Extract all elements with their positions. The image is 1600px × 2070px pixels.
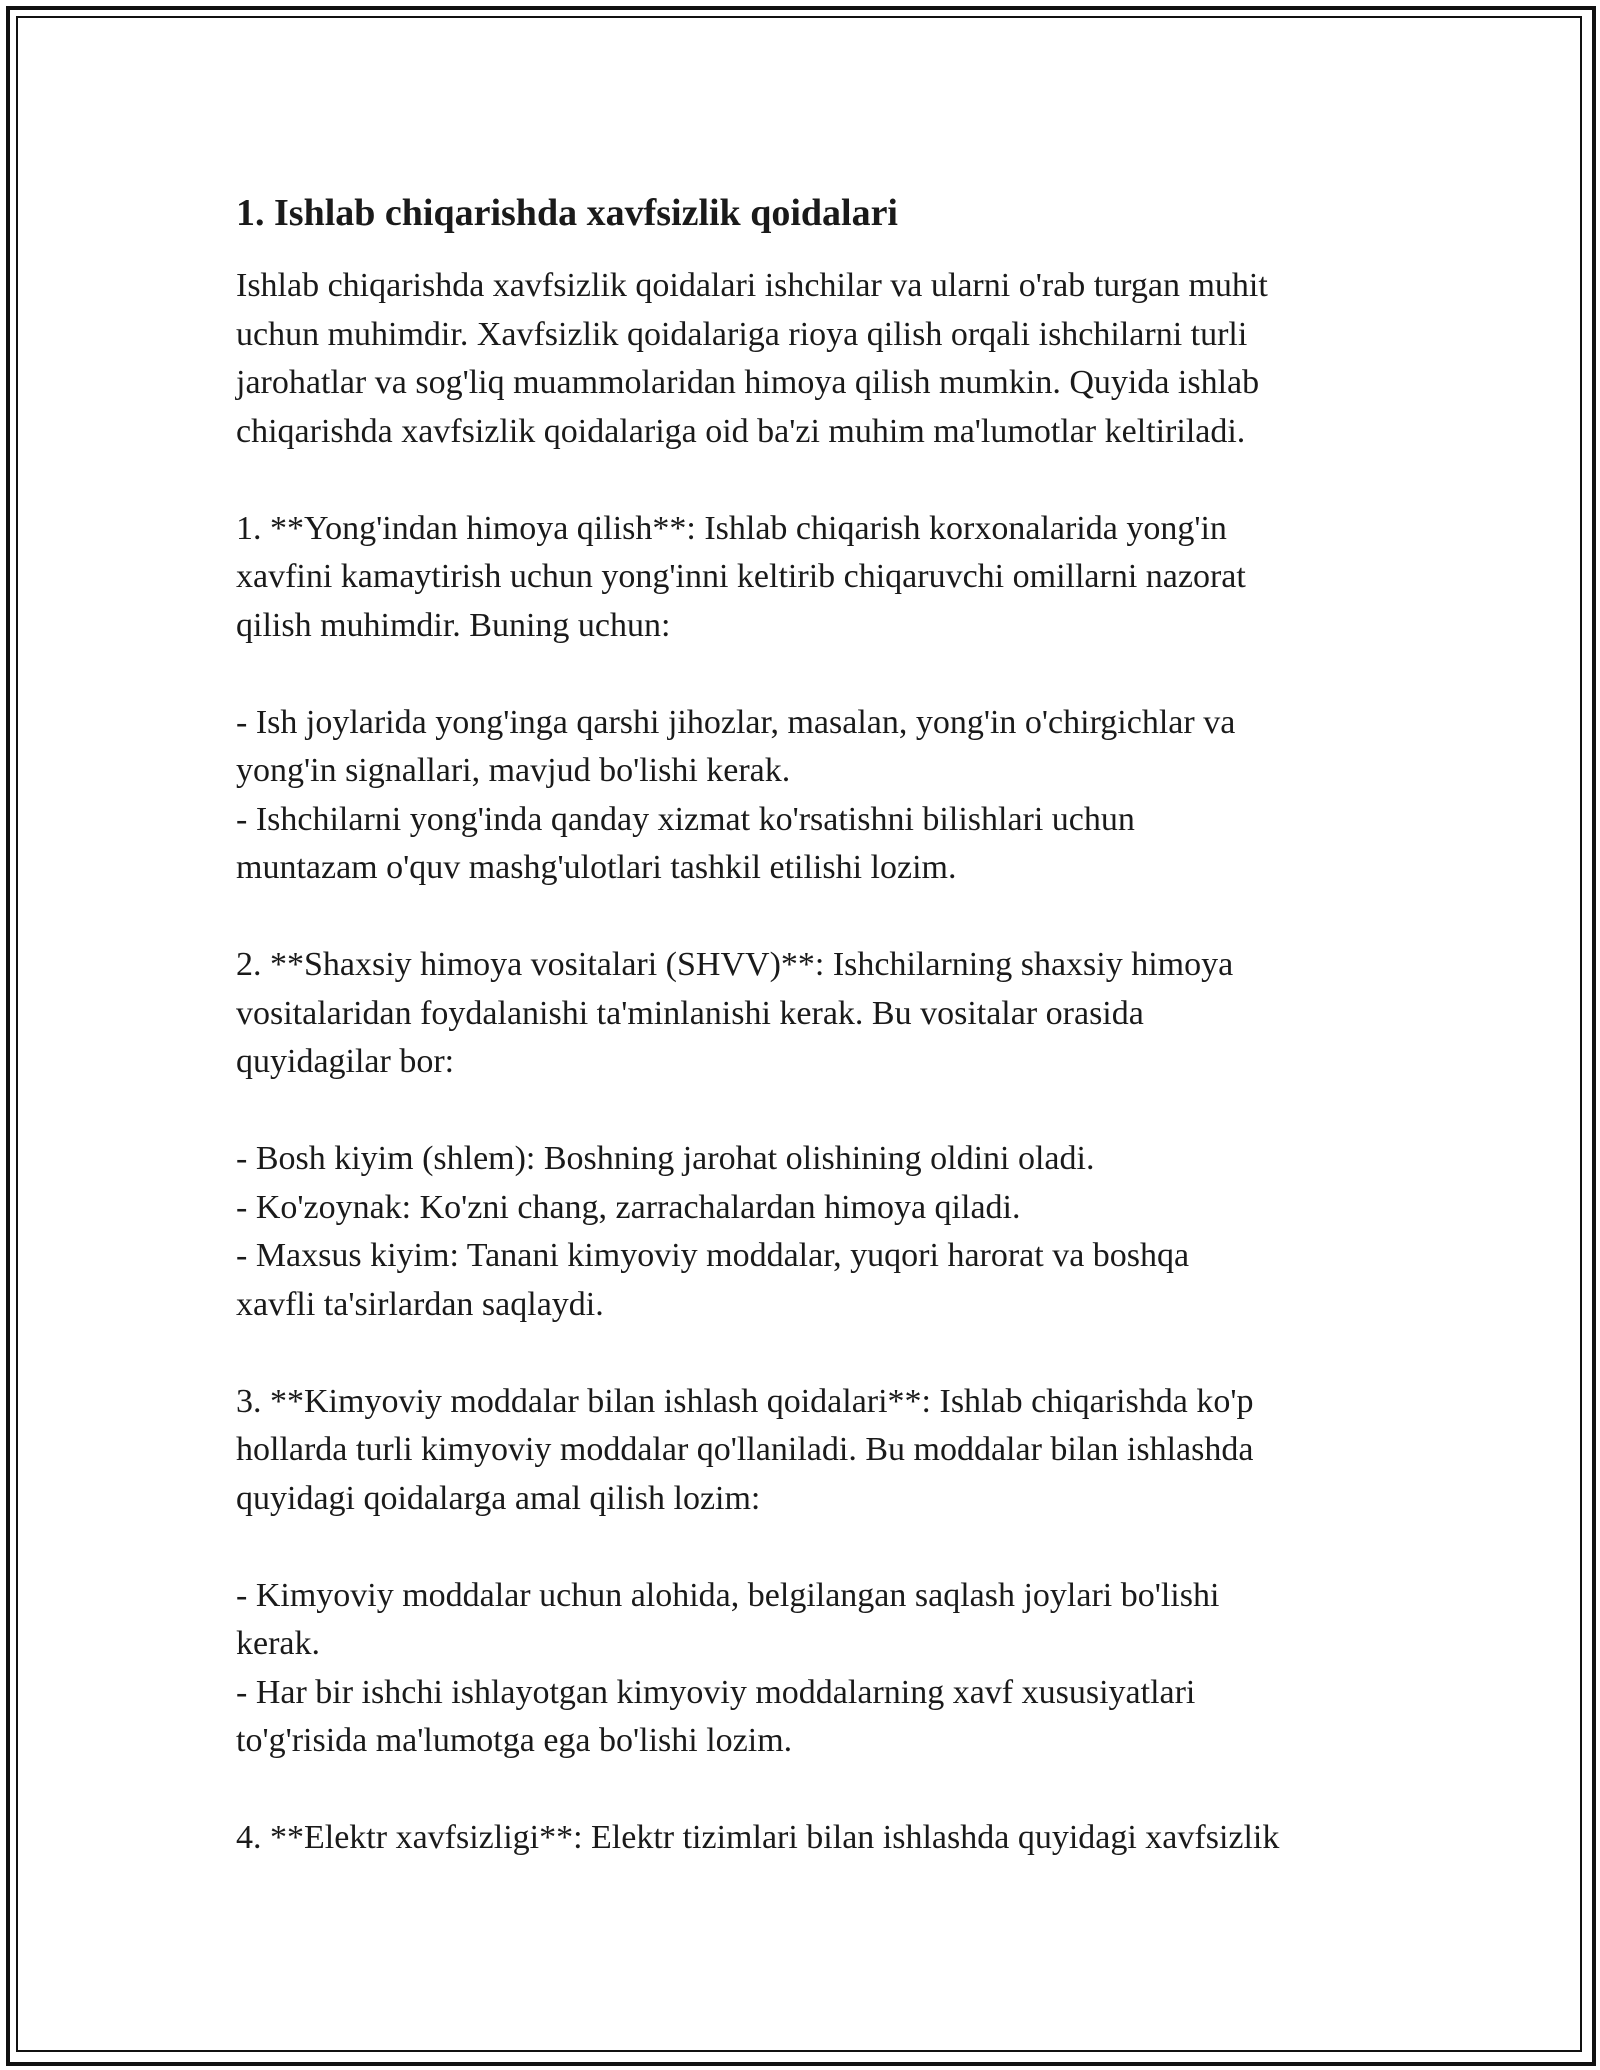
paragraph-spacer: [236, 893, 1396, 942]
paragraph-spacer: [236, 456, 1396, 505]
document-title: 1. Ishlab chiqarishda xavfsizlik qoidalari: [236, 192, 898, 234]
section-3-heading: 3. **Kimyoviy moddalar bilan ishlash qoidalari**: Ishlab chiqarishda ko'p hollarda turli kimyoviy moddalar qo'llaniladi. Bu moddalar bilan ishlashda quyidagi qoidalarga amal qilish lozim:: [236, 1382, 1254, 1517]
section-3-bullets: - Kimyoviy moddalar uchun alohida, belgilangan saqlash joylari bo'lishi kerak. - Har bir ishchi ishlayotgan kimyoviy moddalarning xavf xususiyatlari to'g'risida ma'lumotga ega bo'lishi lozim.: [236, 1576, 1220, 1759]
section-1-bullets: - Ish joylarida yong'inga qarshi jihozlar, masalan, yong'in o'chirgichlar va yong'in signallari, mavjud bo'lishi kerak. - Ishchilarni yong'inda qanday xizmat ko'rsatishni bilishlari uchun muntazam o'quv mashg'ulotlari tashkil etilishi lozim.: [236, 703, 1236, 886]
paragraph-spacer: [236, 1087, 1396, 1136]
section-1-heading: 1. **Yong'indan himoya qilish**: Ishlab chiqarish korxonalarida yong'in xavfini kamaytirish uchun yong'inni keltirib chiqaruvchi omillarni nazorat qilish muhimdir. Buning uchun:: [236, 509, 1246, 644]
paragraph-spacer: [236, 1766, 1396, 1815]
section-2-heading: 2. **Shaxsiy himoya vositalari (SHVV)**: Ishchilarning shaxsiy himoya vositalaridan foydalanishi ta'minlanishi kerak. Bu vositalar orasida quyidagilar bor:: [236, 946, 1234, 1080]
paragraph-spacer: [236, 650, 1396, 699]
paragraph-spacer: [236, 1329, 1396, 1378]
section-2-bullets: - Bosh kiyim (shlem): Boshning jarohat olishining oldini oladi. - Ko'zoynak: Ko'zni chang, zarrachalardan himoya qiladi. - Maxsus kiyim: Tanani kimyoviy moddalar, yuqori harorat va boshqa xavfli ta'sirlardan saqlaydi.: [236, 1140, 1190, 1323]
intro-paragraph: Ishlab chiqarishda xavfsizlik qoidalari ishchilar va ularni o'rab turgan muhit uchun muhimdir. Xavfsizlik qoidalariga rioya qilish orqali ishchilarni turli jarohatlar va sog'liq muammolaridan himoya qilish mumkin. Quyida ishlab chiqarishda xavfsizlik qoidalariga oid ba'zi muhim ma'lumotlar keltiriladi.: [236, 267, 1268, 450]
section-4-heading: 4. **Elektr xavfsizligi**: Elektr tizimlari bilan ishlashda quyidagi xavfsizlik: [236, 1819, 1280, 1856]
document-page: [236, 186, 1396, 1863]
paragraph-spacer: [236, 1523, 1396, 1572]
